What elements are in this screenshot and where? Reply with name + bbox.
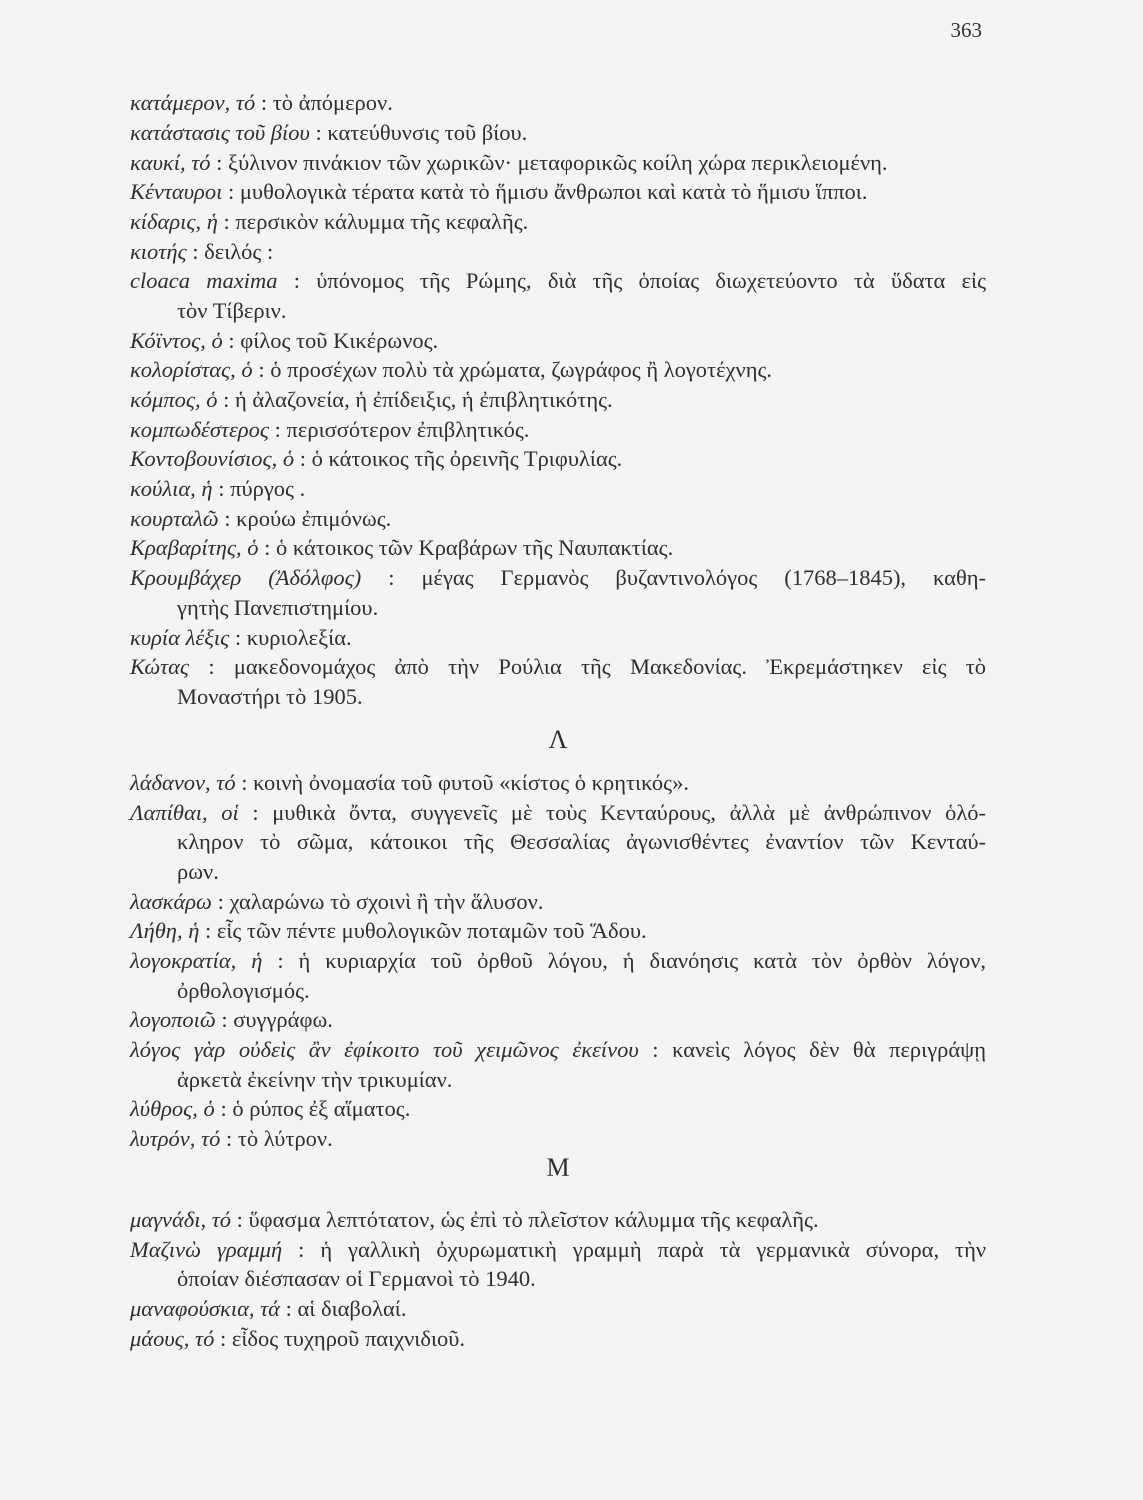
entry-term: Λαπίθαι, οἱ bbox=[130, 799, 239, 825]
entry-definition: : ὁ προσέχων πολὺ τὰ χρώματα, ζωγράφος ἢ λογοτέχνης. bbox=[258, 357, 773, 383]
entry-term: Κόϊντος, ὁ bbox=[130, 327, 223, 353]
entry-line bbox=[130, 946, 986, 976]
entry-line bbox=[130, 385, 986, 415]
entry-term: Λήθη, ἡ bbox=[130, 918, 200, 944]
entry-term: Κώτας bbox=[130, 654, 190, 680]
entry-line bbox=[130, 415, 986, 445]
glossary-entry bbox=[130, 148, 986, 178]
entry-term: λύθρος, ὁ bbox=[130, 1096, 215, 1122]
entry-term: Κρουμβάχερ (Ἀδόλφος) bbox=[130, 565, 362, 591]
entry-definition: : ὑπόνομος τῆς Ρώμης, διὰ τῆς ὁποίας διωχετεύοντο τὰ ὕδατα εἰς bbox=[293, 268, 986, 294]
entry-definition: : ὕφασμα λεπτότατον, ὡς ἐπὶ τὸ πλεῖστον κάλυμμα τῆς κεφαλῆς. bbox=[236, 1207, 819, 1233]
entry-line bbox=[130, 88, 986, 118]
entry-line bbox=[130, 887, 986, 917]
entry-definition: : περσικὸν κάλυμμα τῆς κεφαλῆς. bbox=[223, 208, 529, 234]
glossary-entry bbox=[130, 623, 986, 653]
entry-term: κυρία λέξις bbox=[130, 624, 230, 650]
entry-definition: : κυριολεξία. bbox=[234, 624, 352, 650]
entry-term: κολορίστας, ὁ bbox=[130, 357, 253, 383]
entry-line bbox=[130, 1205, 986, 1235]
entry-term: Μαζινὼ γραμμή bbox=[130, 1236, 283, 1262]
entry-term: κιοτής bbox=[130, 238, 187, 264]
entry-term: λασκάρω bbox=[130, 888, 212, 914]
entry-line bbox=[130, 177, 986, 207]
entry-continuation: Μοναστήρι τὸ 1905. bbox=[177, 683, 363, 709]
entry-line bbox=[130, 1094, 986, 1124]
entry-continuation: τὸν Τίβεριν. bbox=[177, 297, 287, 323]
glossary-section-lambda bbox=[130, 712, 986, 1154]
entry-definition: : ὁ κάτοικος τῶν Κραβάρων τῆς Ναυπακτίας. bbox=[264, 535, 674, 561]
entry-definition: : τὸ ἀπόμερον. bbox=[260, 90, 393, 116]
entry-definition: : κρούω ἐπιμόνως. bbox=[224, 505, 392, 531]
entry-definition: : κατεύθυνσις τοῦ βίου. bbox=[315, 119, 528, 145]
entry-definition: : ἡ ἀλαζονεία, ἡ ἐπίδειξις, ἡ ἐπιβλητικότης. bbox=[223, 387, 613, 413]
entry-definition: : ἡ κυριαρχία τοῦ ὀρθοῦ λόγου, ἡ διανόησις κατὰ τὸν ὀρθὸν λόγον, bbox=[277, 948, 987, 973]
glossary-entry bbox=[130, 88, 986, 118]
entry-line bbox=[130, 1235, 986, 1265]
entry-definition: : μυθολογικὰ τέρατα κατὰ τὸ ἥμισυ ἄνθρωποι καὶ κατὰ τὸ ἥμισυ ἵπποι. bbox=[227, 179, 868, 205]
glossary-entry bbox=[130, 504, 986, 534]
entry-continuation: ἀρκετὰ ἐκείνην τὴν τρικυμίαν. bbox=[177, 1066, 453, 1092]
entry-term: κίδαρις, ἡ bbox=[130, 208, 218, 234]
glossary-entry bbox=[130, 1324, 986, 1354]
glossary-entry bbox=[130, 207, 986, 237]
glossary-entry bbox=[130, 355, 986, 385]
glossary-entry bbox=[130, 415, 986, 445]
entry-definition: : εἶδος τυχηροῦ παιχνιδιοῦ. bbox=[220, 1325, 466, 1351]
entry-definition: : μέγας Γερμανὸς βυζαντινολόγος (1768–1845), καθη- bbox=[388, 565, 986, 591]
glossary-entry bbox=[130, 887, 986, 917]
entry-term: μάους, τό bbox=[130, 1325, 215, 1351]
entry-line bbox=[130, 1035, 986, 1065]
entry-term: κατάστασις τοῦ βίου bbox=[130, 119, 310, 145]
entry-line bbox=[130, 1294, 986, 1324]
entry-line bbox=[130, 563, 986, 593]
glossary-entry bbox=[130, 326, 986, 356]
entry-line bbox=[130, 355, 986, 385]
entry-definition: : πύργος . bbox=[218, 476, 306, 502]
entry-term: Κραβαρίτης, ὁ bbox=[130, 535, 259, 561]
glossary-section-mu bbox=[130, 1154, 986, 1354]
page-number: 363 bbox=[950, 18, 982, 42]
entry-line bbox=[130, 768, 986, 798]
glossary-entry bbox=[130, 474, 986, 504]
glossary-entry bbox=[130, 1124, 986, 1154]
entry-term: λογοκρατία, ἡ bbox=[130, 948, 263, 973]
section-heading-mu: Μ bbox=[546, 1152, 570, 1182]
entry-term: κουρταλῶ bbox=[130, 505, 219, 531]
entry-definition: : μυθικὰ ὄντα, συγγενεῖς μὲ τοὺς Κενταύρους, ἀλλὰ μὲ ἀνθρώπινον ὁλό- bbox=[252, 799, 986, 825]
entry-definition: : μακεδονομάχος ἀπὸ τὴν Ρούλια τῆς Μακεδονίας. Ἐκρεμάστηκεν εἰς τὸ bbox=[208, 654, 986, 680]
glossary-entry bbox=[130, 266, 986, 325]
entry-term: λόγος γὰρ οὐδεὶς ἂν ἐφίκοιτο τοῦ χειμῶνος ἐκείνου bbox=[130, 1037, 639, 1063]
glossary-entry bbox=[130, 533, 986, 563]
glossary-entry bbox=[130, 237, 986, 267]
entry-continuation: ρων. bbox=[177, 858, 219, 884]
glossary-entry bbox=[130, 768, 986, 798]
entry-term: μαγνάδι, τό bbox=[130, 1207, 232, 1233]
entry-continuation: ὀρθολογισμός. bbox=[177, 977, 310, 1003]
entry-definition: : ἡ γαλλικὴ ὀχυρωματικὴ γραμμὴ παρὰ τὰ γερμανικὰ σύνορα, τὴν bbox=[298, 1236, 987, 1262]
entry-line bbox=[130, 623, 986, 653]
entry-line bbox=[130, 1324, 986, 1354]
entry-line bbox=[130, 444, 986, 474]
entry-line bbox=[130, 474, 986, 504]
entry-line bbox=[130, 1124, 986, 1154]
glossary-entry bbox=[130, 1205, 986, 1235]
entry-continuation: γητὴς Πανεπιστημίου. bbox=[177, 594, 379, 620]
entry-definition: : ξύλινον πινάκιον τῶν χωρικῶν· μεταφορικῶς κοίλη χώρα περικλειομένη. bbox=[216, 149, 888, 175]
entry-line bbox=[130, 798, 986, 828]
entry-definition: : δειλός : bbox=[192, 238, 274, 264]
entry-definition: : τὸ λύτρον. bbox=[225, 1126, 333, 1152]
glossary-entry bbox=[130, 118, 986, 148]
entry-line bbox=[130, 504, 986, 534]
entry-line bbox=[130, 1005, 986, 1035]
entry-definition: : συγγράφω. bbox=[221, 1007, 333, 1033]
entry-line bbox=[130, 148, 986, 178]
entry-definition: : ὁ κάτοικος τῆς ὀρεινῆς Τριφυλίας. bbox=[299, 446, 623, 472]
entry-definition: : εἷς τῶν πέντε μυθολογικῶν ποταμῶν τοῦ Ἅδου. bbox=[205, 918, 647, 944]
glossary-entry bbox=[130, 916, 986, 946]
entry-definition: : κανεὶς λόγος δὲν θὰ περιγράψῃ bbox=[652, 1037, 986, 1063]
entry-continuation: κληρον τὸ σῶμα, κάτοικοι τῆς Θεσσαλίας ἀγωνισθέντες ἐναντίον τῶν Κενταύ- bbox=[177, 829, 986, 855]
entry-term: κομπωδέστερος bbox=[130, 416, 270, 442]
glossary-entry bbox=[130, 1094, 986, 1124]
entry-term: Κένταυροι bbox=[130, 179, 223, 205]
glossary-text bbox=[130, 88, 986, 1353]
entry-definition: : ὁ ρύπος ἐξ αἵματος. bbox=[220, 1096, 411, 1122]
glossary-entry bbox=[130, 652, 986, 711]
entry-term: κατάμερον, τό bbox=[130, 90, 256, 116]
entry-term: κούλια, ἡ bbox=[130, 476, 213, 502]
entry-term: Κοντοβουνίσιος, ὁ bbox=[130, 446, 295, 472]
glossary-entry bbox=[130, 563, 986, 622]
entry-term: λάδανον, τό bbox=[130, 769, 236, 795]
section-heading-lambda: Λ bbox=[548, 724, 568, 754]
entry-definition: : φίλος τοῦ Κικέρωνος. bbox=[228, 327, 439, 353]
glossary-entry bbox=[130, 385, 986, 415]
entry-definition: : αἱ διαβολαί. bbox=[285, 1296, 407, 1322]
entry-line bbox=[130, 118, 986, 148]
entry-line bbox=[130, 533, 986, 563]
entry-definition: : χαλαρώνω τὸ σχοινὶ ἢ τὴν ἅλυσον. bbox=[217, 888, 544, 914]
entry-definition: : κοινὴ ὀνομασία τοῦ φυτοῦ «κίστος ὁ κρητικός». bbox=[241, 769, 689, 795]
glossary-entry bbox=[130, 946, 986, 1005]
entry-term: καυκί, τό bbox=[130, 149, 211, 175]
entry-line bbox=[130, 916, 986, 946]
entry-term: κόμπος, ὁ bbox=[130, 387, 218, 413]
entry-line bbox=[130, 207, 986, 237]
entry-term: μαναφούσκια, τά bbox=[130, 1296, 280, 1322]
entry-definition: : περισσότερον ἐπιβλητικός. bbox=[274, 416, 530, 442]
entry-term: cloaca maxima bbox=[130, 268, 278, 294]
glossary-entry bbox=[130, 1294, 986, 1324]
glossary-entry bbox=[130, 1035, 986, 1094]
entry-line bbox=[130, 652, 986, 682]
entry-line bbox=[130, 266, 986, 296]
glossary-entry bbox=[130, 1005, 986, 1035]
entry-continuation: ὁποίαν διέσπασαν οἱ Γερμανοὶ τὸ 1940. bbox=[177, 1266, 536, 1292]
entry-term: λυτρόν, τό bbox=[130, 1126, 221, 1152]
glossary-section-kappa bbox=[130, 88, 986, 711]
entry-line bbox=[130, 237, 986, 267]
entry-line bbox=[130, 326, 986, 356]
entry-term: λογοποιῶ bbox=[130, 1007, 216, 1033]
glossary-entry bbox=[130, 1235, 986, 1294]
glossary-entry bbox=[130, 798, 986, 887]
glossary-entry bbox=[130, 177, 986, 207]
glossary-entry bbox=[130, 444, 986, 474]
